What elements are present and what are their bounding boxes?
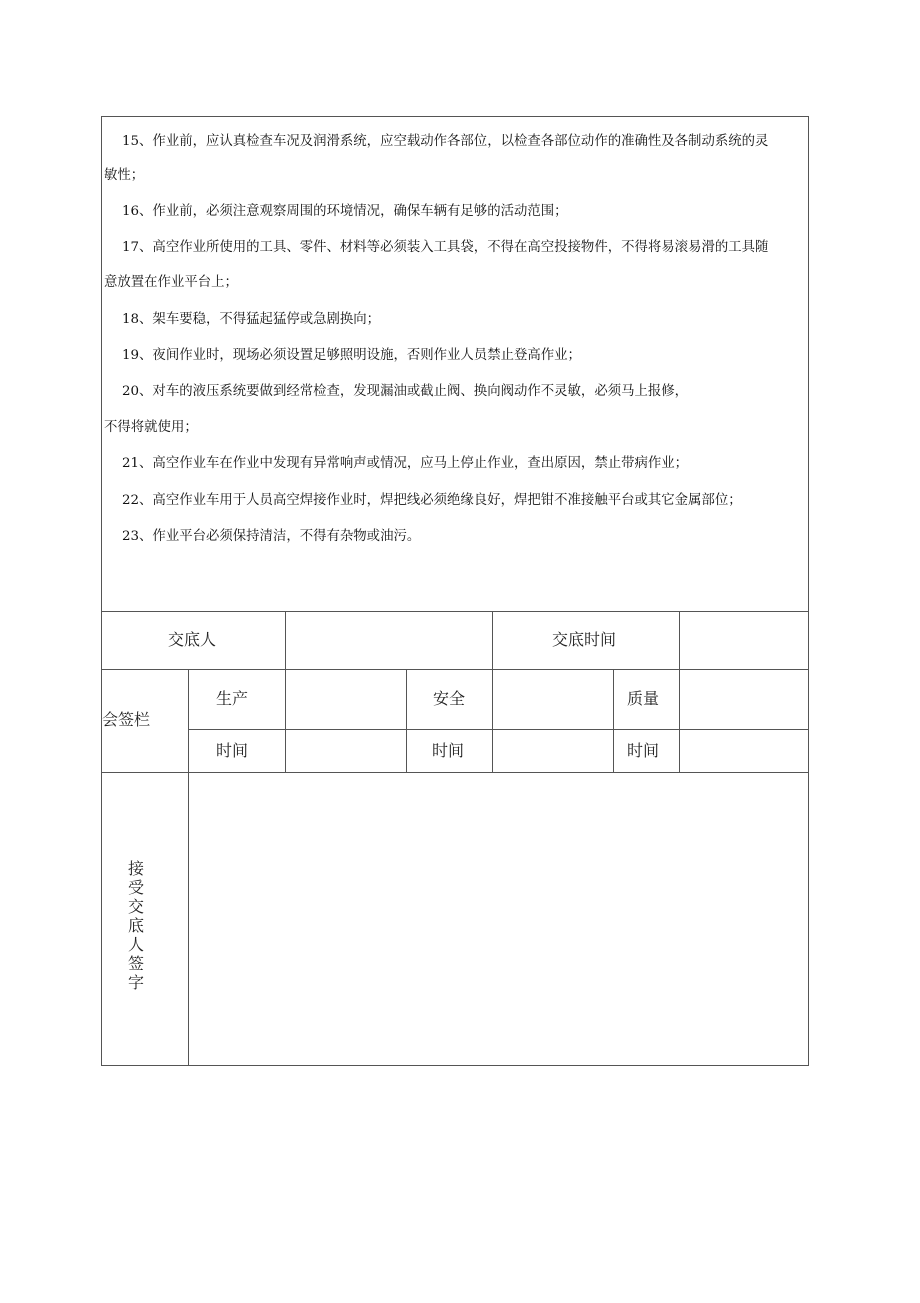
receiver-signature-area[interactable] [189,773,808,1065]
column-divider [406,669,407,772]
safety-time-label: 时间 [432,741,465,760]
quality-label: 质量 [627,689,660,708]
receiver-signature-label [126,859,146,992]
rule-line: 19、夜间作业时，现场必须设置足够照明设施，否则作业人员禁止登高作业； [122,348,581,363]
receiver-label-char: 字 [127,973,144,992]
rule-line: 意放置在作业平台上； [104,275,238,290]
safety-time-field[interactable] [493,730,613,772]
rule-line: 20、对车的液压系统要做到经常检查，发现漏油或截止阀、换向阀动作不灵敏，必须马上报修， [122,384,689,399]
quality-signature-field[interactable] [680,670,808,729]
presenter-label: 交底人 [168,630,217,649]
safety-rules-section [102,117,808,611]
production-time-field[interactable] [286,730,406,772]
rule-line: 22、高空作业车用于人员高空焊接作业时，焊把线必须绝缘良好，焊把钳不准接触平台或其它金属部位； [122,493,742,508]
rule-line: 16、作业前，必须注意观察周围的环境情况，确保车辆有足够的活动范围； [122,204,568,219]
receiver-label-char: 受 [127,878,144,897]
rule-line: 23、作业平台必须保持清洁，不得有杂物或油污。 [122,529,421,544]
receiver-label-char: 底 [127,916,144,935]
safety-signature-field[interactable] [493,670,613,729]
safety-label: 安全 [433,689,466,708]
disclosure-time-field[interactable] [680,612,808,669]
rule-line: 敏性； [104,168,145,183]
column-divider [492,611,493,669]
disclosure-time-label: 交底时间 [552,630,617,649]
receiver-label-char: 接 [127,859,144,878]
receiver-label-char: 交 [127,897,144,916]
receiver-label-char: 签 [127,954,144,973]
rule-line: 15、作业前，应认真检查车况及润滑系统，应空载动作各部位，以检查各部位动作的准确性及各制动系统的灵 [122,134,769,149]
countersign-label: 会签栏 [102,710,151,729]
quality-time-label: 时间 [627,741,660,760]
rule-line: 18、架车要稳，不得猛起猛停或急剧换向； [122,312,381,327]
rule-line: 不得将就使用； [104,420,198,435]
presenter-field[interactable] [286,612,492,669]
receiver-label-char: 人 [127,935,144,954]
column-divider [613,669,614,772]
production-signature-field[interactable] [286,670,406,729]
production-time-label: 时间 [216,741,249,760]
disclosure-form [101,116,809,1066]
production-label: 生产 [216,689,249,708]
quality-time-field[interactable] [680,730,808,772]
rule-line: 17、高空作业所使用的工具、零件、材料等必须装入工具袋，不得在高空投接物件，不得将易滚易滑的工具随 [122,240,769,255]
rule-line: 21、高空作业车在作业中发现有异常响声或情况，应马上停止作业，查出原因，禁止带病作业； [122,456,689,471]
